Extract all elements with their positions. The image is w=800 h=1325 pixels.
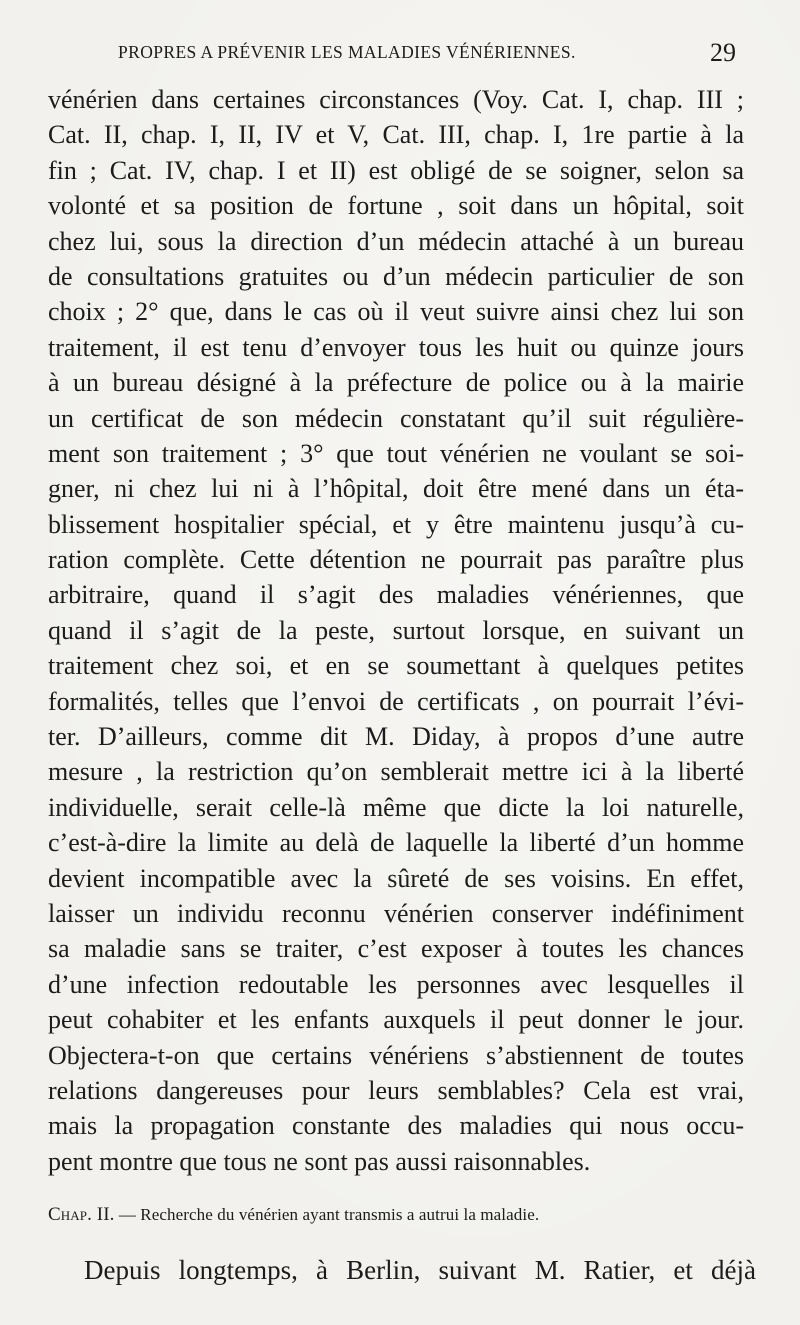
text-line: ment son traitement ; 3° que tout vénérien ne voulant se soi- [48,438,744,468]
text-line: laisser un individu reconnu vénérien conserver indéfiniment [48,898,744,928]
text-line: de consultations gratuites ou d’un médecin particulier de son [48,261,744,291]
text-line: fin ; Cat. IV, chap. I et II) est obligé de se soigner, selon sa [48,155,744,185]
text-line: à un bureau désigné à la préfecture de police ou à la mairie [48,368,744,398]
text-line: arbitraire, quand il s’agit des maladies vénériennes, que [48,580,744,610]
page-number: 29 [710,38,736,67]
text-line: chez lui, sous la direction d’un médecin attaché à un bureau [48,226,744,256]
text-line: quand il s’agit de la peste, surtout lorsque, en suivant un [48,615,744,645]
text-line: mesure , la restriction qu’on semblerait mettre ici à la liberté [48,757,744,787]
text-line: vénérien dans certaines circonstances (Voy. Cat. I, chap. III ; [48,85,744,114]
chapter-label: Chap. II. [48,1204,115,1225]
running-head: PROPRES A PRÉVENIR LES MALADIES VÉNÉRIENNES. [118,42,576,62]
text-line: ration complète. Cette détention ne pourrait pas paraître plus [48,545,744,575]
text-line: blissement hospitalier spécial, et y être maintenu jusqu’à cu- [48,509,744,539]
text-line: c’est-à-dire la limite au delà de laquelle la liberté d’un homme [48,828,744,858]
text-line: Cat. II, chap. I, II, IV et V, Cat. III, chap. I, 1re partie à la [48,120,744,150]
chapter-title: — Recherche du vénérien ayant transmis a autrui la maladie. [118,1205,540,1224]
text-line: traitement chez soi, et en se soumettant à quelques petites [48,651,744,681]
text-line: d’une infection redoutable les personnes avec lesquelles il [48,969,744,999]
text-line: individuelle, serait celle-là même que dicte la loi naturelle, [48,792,744,822]
text-line: ter. D’ailleurs, comme dit M. Diday, à propos d’une autre [48,722,744,752]
text-line: peut cohabiter et les enfants auxquels il peut donner le jour. [48,1005,744,1035]
text-line: volonté et sa position de fortune , soit dans un hôpital, soit [48,191,744,221]
body-paragraph [48,82,744,1179]
text-line: sa maladie sans se traiter, c’est exposer à toutes les chances [48,934,744,964]
text-line: devient incompatible avec la sûreté de ses voisins. En effet, [48,863,744,893]
text-line-last: pent montre que tous ne sont pas aussi raisonnables. [48,1146,591,1176]
text-line: relations dangereuses pour leurs semblables? Cela est vrai, [48,1075,744,1105]
text-line: mais la propagation constante des maladies qui nous occu- [48,1111,744,1141]
text-line: formalités, telles que l’envoi de certificats , on pourrait l’évi- [48,686,744,716]
page-header [118,38,740,70]
next-paragraph-line: Depuis longtemps, à Berlin, suivant M. Ratier, et déjà [84,1255,756,1285]
text-line: gner, ni chez lui ni à l’hôpital, doit être mené dans un éta- [48,474,744,504]
text-line: Objectera-t-on que certains vénériens s’abstiennent de toutes [48,1040,744,1070]
text-line: choix ; 2° que, dans le cas où il veut suivre ainsi chez lui son [48,297,744,327]
text-line: traitement, il est tenu d’envoyer tous les huit ou quinze jours [48,332,744,362]
chapter-heading [48,1204,750,1226]
text-line: un certificat de son médecin constatant qu’il suit régulière- [48,403,744,433]
